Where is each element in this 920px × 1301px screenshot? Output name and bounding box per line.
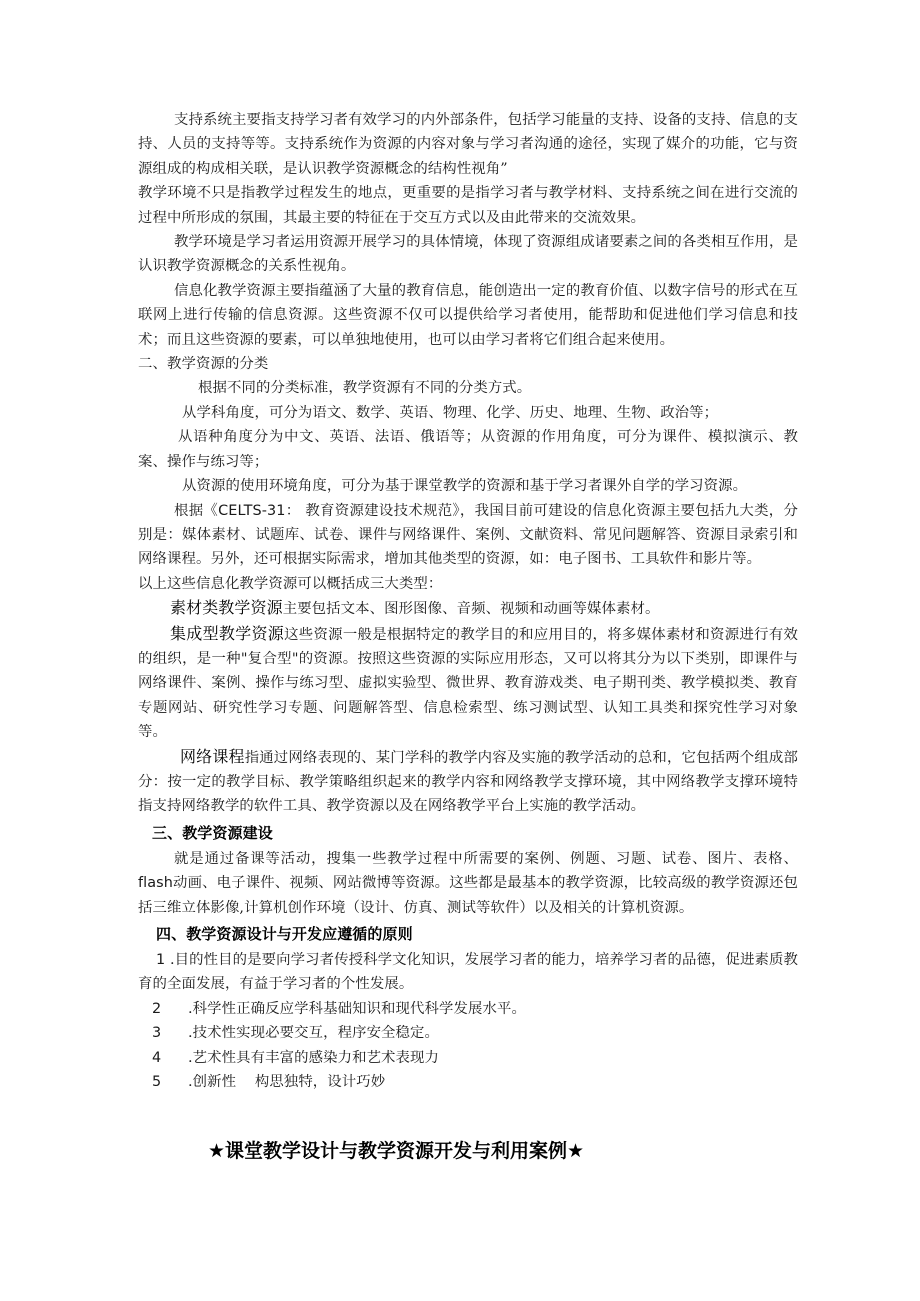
- section3-paragraph: [138, 847, 798, 920]
- environment-paragraph-1: 教学环境不只是指教学过程发生的地点，更重要的是指学习者与教学材料、支持系统之间在进行交流的过程中所形成的氛围，其最主要的特征在于交互方式以及由此带来的交流效果。: [138, 185, 798, 226]
- online-course-paragraph: [138, 745, 798, 819]
- principle-number: 3: [152, 1025, 162, 1042]
- info-resources-paragraph: 信息化教学资源主要指蕴涵了大量的教育信息，能创造出一定的教育价值、以数字信号的形式在互联网上进行传输的信息资源。这些资源不仅可以提供给学习者使用，能帮助和促进他们学习信息和技术；而且这些资源的要素，可以单独地使用，也可以由学习者将它们组合起来使用。: [138, 282, 798, 348]
- integrated-paragraph: [138, 622, 798, 745]
- integrated-term: 集成型教学资源: [170, 623, 285, 643]
- celts-post: ： 教育资源建设技术规范》，我国目前可建设的信息化资源主要包括九大类，分别是：媒体素材、试题库、试卷、课件与网络课件、案例、文献资料、常见问题解答、资源目录索引和网络课程。另外，还可根据实际需求，增加其他类型的资源，如：电子图书、工具软件和影片等。: [138, 502, 798, 568]
- classification-intro: 根据不同的分类标准，教学资源有不同的分类方式。: [198, 380, 532, 397]
- principle-item-5: [138, 1070, 798, 1094]
- principle-text: .艺术性具有丰富的感染力和艺术表现力: [188, 1049, 440, 1066]
- principle-number: 4: [152, 1049, 162, 1066]
- principle-text: .目的性目的是要向学习者传授科学文化知识，发展学习者的能力，培养学习者的品德，促进素质教育的全面发展，有益于学习者的个性发展。: [138, 952, 798, 993]
- material-term: 素材类教学资源: [170, 598, 283, 618]
- section2-heading: 二、教学资源的分类: [138, 356, 269, 373]
- principle-number: 5: [152, 1074, 162, 1091]
- principle-item-4: [138, 1046, 798, 1070]
- material-paragraph: [138, 596, 798, 621]
- celts-code: CELTS-31: [218, 502, 286, 519]
- online-text: 指通过网络表现的、某门学科的教学内容及实施的教学活动的总和，它包括两个组成部分：按一定的教学目标、教学策略组织起来的教学内容和网络教学支撑环境，其中网络教学支撑环境特指支持网络教学的软件工具、教学资源以及在网络教学平台上实施的教学活动。: [138, 749, 798, 815]
- celts-paragraph: [138, 499, 798, 572]
- celts-pre: 根据《: [174, 502, 219, 519]
- section3-text-pre: 就是通过备课等活动，搜集一些教学过程中所需要的案例、例题、习题、试卷、图片、表格、: [174, 850, 798, 867]
- summary-paragraph: 以上这些信息化教学资源可以概括成三大类型：: [138, 575, 443, 592]
- by-subject-paragraph: 从学科角度，可分为语文、数学、英语、物理、化学、历史、地理、生物、政治等；: [182, 404, 719, 421]
- principle-item-3: [138, 1021, 798, 1045]
- by-environment-paragraph: 从资源的使用环境角度，可分为基于课堂教学的资源和基于学习者课外自学的学习资源。: [182, 478, 748, 495]
- flash-word: flash: [138, 875, 174, 892]
- section3-heading: 三、教学资源建设: [152, 823, 273, 842]
- integrated-text: 这些资源一般是根据特定的教学目的和应用目的，将多媒体素材和资源进行有效的组织，是一种"复合型"的资源。按照这些资源的实际应用形态，又可以将其分为以下类别，即课件与网络课件、案例、操作与练习型、虚拟实验型、微世界、教育游戏类、电子期刊类、教学模拟类、教育专题网站、研究性学习专题、问题解答型、信息检索型、练习测试型、认知工具类和探究性学习对象等。: [138, 626, 798, 741]
- document-page: [138, 108, 798, 1094]
- principle-item-2: [138, 997, 798, 1021]
- material-text: 主要包括文本、图形图像、音频、视频和动画等媒体素材。: [282, 601, 660, 618]
- principle-text: .技术性实现必要交互，程序安全稳定。: [188, 1025, 440, 1042]
- principle-text: .创新性 构思独特，设计巧妙: [188, 1074, 386, 1091]
- principle-item-1: [138, 948, 798, 997]
- principle-number: 2: [152, 1000, 162, 1017]
- support-system-paragraph: 支持系统主要指支持学习者有效学习的内外部条件，包括学习能量的支持、设备的支持、信息的支持、人员的支持等等。支持系统作为资源的内容对象与学习者沟通的途径，实现了媒介的功能，它与资源组成的构成相关联，是认识教学资源概念的结构性视角”: [138, 112, 798, 177]
- section4-heading: 四、教学资源设计与开发应遵循的原则: [156, 925, 413, 943]
- case-study-title: ★课堂教学设计与教学资源开发与利用案例★: [208, 1140, 585, 1162]
- principle-number: 1: [156, 952, 166, 968]
- environment-paragraph-2: 教学环境是学习者运用资源开展学习的具体情境，体现了资源组成诸要素之间的各类相互作用，是认识教学资源概念的关系性视角。: [138, 234, 798, 275]
- by-language-paragraph: 从语种角度分为中文、英语、法语、俄语等；从资源的作用角度，可分为课件、模拟演示、教案、操作与练习等；: [138, 429, 798, 470]
- section3-text-post: 动画、电子课件、视频、网站微博等资源。这些都是最基本的教学资源，比较高级的教学资源还包括三维立体影像,计算机创作环境（设计、仿真、测试等软件）以及相关的计算机资源。: [138, 875, 798, 916]
- principle-text: .科学性正确反应学科基础知识和现代科学发展水平。: [188, 1000, 526, 1017]
- online-term: 网络课程: [180, 746, 245, 766]
